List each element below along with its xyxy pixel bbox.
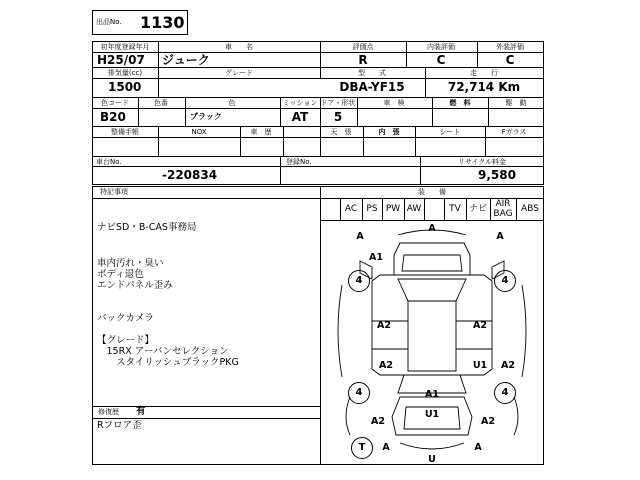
color-code-value: B20 [100, 110, 126, 124]
lot-number-label: 出品No. [96, 18, 122, 26]
damage-mark: A2 [377, 320, 391, 331]
notes-label: 特記事項 [100, 188, 128, 196]
wheel-front-right: 4 [494, 270, 516, 292]
color-no-label: 色番 [154, 99, 168, 107]
equip-pw: PW [385, 204, 401, 214]
damage-mark: A1 [425, 389, 439, 400]
recycle-value: 9,580 [478, 168, 516, 182]
chassis-no-value: -220834 [162, 168, 218, 182]
damage-mark: A [382, 442, 390, 453]
wheel-rear-right: 4 [494, 382, 516, 404]
model-name-value: ジューク [162, 53, 210, 67]
damage-mark: U1 [472, 360, 488, 371]
damage-mark: A2 [473, 320, 487, 331]
interior-score-value: C [436, 53, 446, 67]
mileage-value: 72,714 Km [447, 80, 521, 94]
damage-mark: A2 [501, 360, 515, 371]
note-line: スタイリッシュブラックPKG [97, 357, 239, 368]
spare-wheel: T [351, 437, 373, 459]
nox-label: NOX [191, 128, 207, 136]
equip-aw: AW [406, 204, 422, 214]
repair-note: Rフロア歪 [97, 420, 142, 431]
manual-label: 整備手帳 [111, 128, 139, 136]
equip-tv: TV [449, 204, 461, 214]
exterior-score-value: C [505, 53, 515, 67]
wheel-front-left: 4 [348, 270, 370, 292]
note-line: 15RX アーバンセレクション [97, 346, 229, 357]
equip-abs: ABS [521, 204, 539, 214]
fuel-label: 燃 料 [449, 99, 471, 107]
sunroof-label: 天 張 [330, 128, 352, 136]
doors-value: 5 [333, 110, 343, 124]
note-line: ナビSD・B-CAS事務局 [97, 222, 197, 233]
equip-airbag: AIR BAG [493, 199, 513, 219]
damage-mark: A2 [371, 416, 385, 427]
damage-mark: A2 [481, 416, 495, 427]
fglass-label: Fガラス [501, 128, 527, 136]
seat-label: シート [439, 128, 461, 136]
damage-mark: A [356, 231, 364, 242]
inspection-label: 車 検 [383, 99, 405, 107]
history-label: 車 歴 [250, 128, 272, 136]
equip-navi: ナビ [468, 204, 488, 214]
first-reg-value: H25/07 [97, 53, 145, 67]
reg-no-label: 登録No. [286, 158, 312, 166]
damage-mark: A [474, 442, 482, 453]
displacement-label: 排気量(cc) [107, 69, 143, 77]
damage-mark: A1 [369, 252, 383, 263]
color-code-label: 色コード [101, 99, 129, 107]
interior-score-label: 内装評価 [427, 43, 455, 51]
note-line: 車内汚れ・臭い [97, 258, 164, 269]
repair-value: 有 [136, 406, 146, 417]
door-body-label: ドア・形状 [320, 99, 356, 107]
equip-ps: PS [366, 204, 378, 214]
lot-number: 1130 [140, 13, 185, 32]
chassis-no-label: 車台No. [96, 158, 122, 166]
score-value: R [358, 53, 368, 67]
damage-mark: U1 [424, 409, 440, 420]
grade-label: グレード [225, 69, 253, 77]
note-line: バックカメラ [97, 313, 155, 324]
transmission-value: AT [291, 110, 309, 124]
exterior-score-label: 外装評価 [496, 43, 524, 51]
score-label: 評価点 [352, 43, 374, 51]
note-line: エンドパネル歪み [97, 280, 173, 291]
displacement-value: 1500 [108, 80, 142, 94]
model-name-label: 車 名 [225, 43, 253, 51]
damage-mark: U [428, 454, 436, 465]
drive-label: 駆 動 [505, 99, 527, 107]
note-line: ボディ退色 [97, 269, 144, 280]
mileage-label: 走 行 [470, 69, 498, 77]
damage-mark: A2 [379, 360, 393, 371]
note-line: 【グレード】 [97, 335, 155, 346]
model-code-label: 型 式 [358, 69, 386, 77]
repair-label: 修復歴 [98, 408, 119, 416]
color-label: 色 [228, 99, 236, 107]
color-value: ブラック [190, 112, 222, 121]
interior-label: 内 張 [378, 128, 400, 136]
equip-ac: AC [344, 204, 358, 214]
recycle-label: リサイクル料金 [457, 158, 507, 166]
car-diagram [320, 221, 544, 465]
model-code-value: DBA-YF15 [339, 80, 405, 94]
wheel-rear-left: 4 [348, 382, 370, 404]
damage-mark: A [496, 231, 504, 242]
equipment-label: 装 備 [418, 188, 446, 196]
transmission-label: ミッション [282, 99, 318, 107]
first-reg-label: 初年度登録年月 [100, 43, 150, 51]
damage-mark: A [428, 223, 436, 234]
